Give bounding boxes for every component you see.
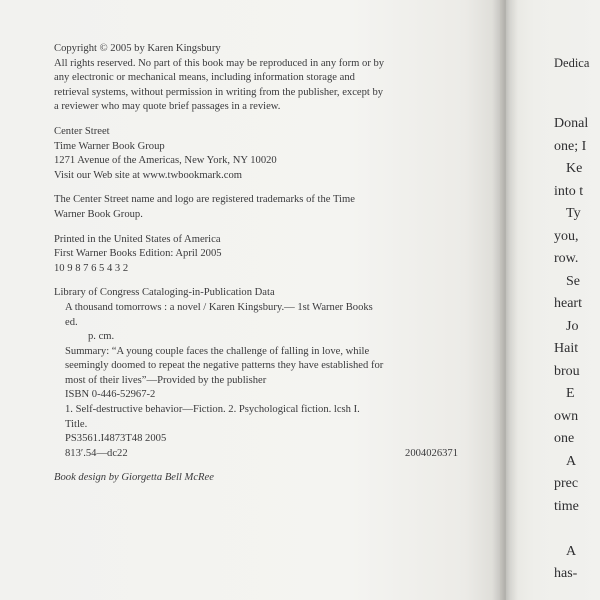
dedication-line: Ke	[566, 161, 583, 176]
dedication-line: A	[566, 543, 577, 559]
dedication-line: own	[554, 408, 579, 424]
dedication-line: into t	[554, 183, 584, 199]
dedication-heading: Dedica	[554, 56, 590, 70]
cip-summary-line: Summary: “A young couple faces the challenge of falling in love, while	[65, 345, 370, 357]
rights-paragraph	[54, 57, 464, 115]
dedication-line: you,	[554, 228, 579, 244]
dedication-line: Donal	[554, 116, 589, 131]
dedication-line: Jo	[566, 318, 579, 334]
dedication-line	[554, 518, 600, 541]
rights-line: All rights reserved. No part of this book may be reproduced in any form or by	[54, 57, 385, 69]
dedication-line: Se	[566, 273, 580, 289]
publisher-address: 1271 Avenue of the Americas, New York, NY 10020	[54, 155, 277, 167]
dedication-text	[554, 52, 600, 586]
dedication-line	[554, 91, 600, 114]
cip-title-line: A thousand tomorrows : a novel / Karen Kingsbury.— 1st Warner Books	[65, 301, 373, 313]
printing-block	[54, 233, 464, 277]
cip-control-number: 2004026371	[405, 447, 458, 459]
cip-summary-line: seemingly doomed to repeat the negative patterns they have established for	[65, 360, 384, 372]
cip-title-line: ed.	[65, 316, 78, 328]
dedication-page	[506, 0, 600, 600]
dedication-line: E	[566, 386, 575, 401]
dedication-line: prec	[554, 476, 579, 491]
trademark-line: The Center Street name and logo are registered trademarks of the Time	[54, 194, 355, 206]
copyright-line: Copyright © 2005 by Karen Kingsbury	[54, 43, 221, 54]
cip-lc-number: PS3561.I4873T48 2005	[65, 433, 167, 445]
cip-heading: Library of Congress Cataloging-in-Publication Data	[54, 287, 275, 299]
cip-subject-line: Title.	[65, 418, 88, 430]
publisher-block	[54, 125, 464, 183]
cip-pages: p. cm.	[88, 331, 115, 343]
printing-number-line: 10 9 8 7 6 5 4 3 2	[54, 262, 129, 274]
copyright-page-text	[54, 42, 464, 486]
book-gutter-shadow	[492, 0, 518, 600]
dedication-line: one	[554, 431, 575, 446]
rights-line: retrieval systems, without permission in writing from the publisher, except by	[54, 86, 384, 98]
dedication-line: A	[566, 453, 577, 469]
dedication-line: Hait	[554, 341, 579, 356]
dedication-line: time	[554, 498, 579, 514]
dedication-line: heart	[554, 296, 582, 311]
cip-dewey: 813′.54—dc22	[65, 447, 128, 459]
dedication-line: one; I	[554, 138, 587, 154]
trademark-line: Warner Book Group.	[54, 208, 143, 220]
rights-line: any electronic or mechanical means, including information storage and	[54, 72, 355, 84]
publisher-group: Time Warner Book Group	[54, 140, 165, 152]
printed-in: Printed in the United States of America	[54, 233, 221, 245]
dedication-line: brou	[554, 363, 580, 379]
rights-line: a reviewer who may quote brief passages in a review.	[54, 101, 281, 113]
cip-isbn: ISBN 0-446-52967-2	[65, 389, 156, 401]
edition-line: First Warner Books Edition: April 2005	[54, 248, 222, 260]
cip-summary-line: most of their lives”—Provided by the publisher	[65, 374, 267, 386]
design-credit: Book design by Giorgetta Bell McRee	[54, 472, 214, 484]
cip-subject-line: 1. Self-destructive behavior—Fiction. 2. Psychological fiction. lcsh I.	[65, 404, 360, 416]
dedication-line: has-	[554, 566, 578, 581]
dedication-line: row.	[554, 251, 579, 266]
cip-dewey-row	[54, 447, 464, 462]
publisher-website: Visit our Web site at www.twbookmark.com	[54, 169, 242, 181]
publisher-name: Center Street	[54, 125, 110, 137]
cip-block	[54, 286, 464, 461]
dedication-line: Ty	[566, 206, 581, 221]
trademark-notice	[54, 193, 464, 222]
